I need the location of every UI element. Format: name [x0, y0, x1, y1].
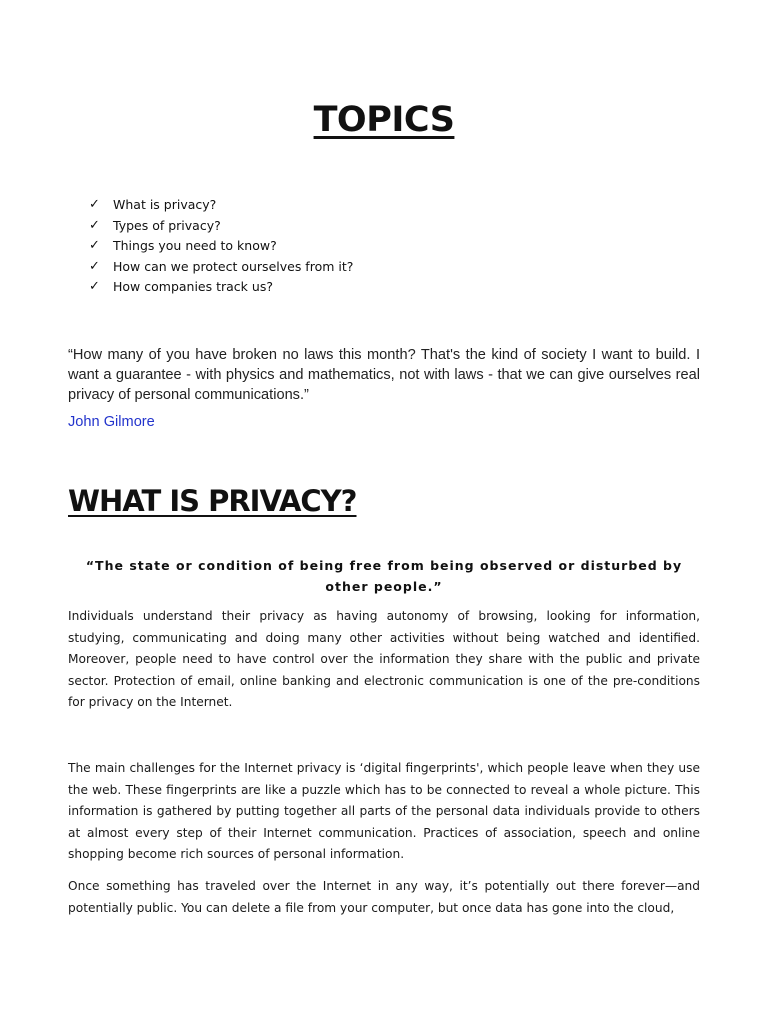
topic-label: What is privacy?	[113, 197, 217, 212]
body-paragraph: The main challenges for the Internet privacy is ‘digital fingerprints', which people leave when they use the web. These fingerprints are like a puzzle which has to be connected to reveal a whole picture. This information is gathered by putting together all parts of the personal data individuals provide to others at almost every step of their Internet communication. Practices of association, speech and online shopping become rich sources of personal information.	[68, 761, 700, 862]
topic-label: How companies track us?	[113, 279, 273, 294]
topics-list	[89, 195, 353, 298]
quote-author: John Gilmore	[68, 414, 155, 430]
body-paragraph: Once something has traveled over the Internet in any way, it’s potentially out there forever—and potentially public. You can delete a file from your computer, but once data has gone into the cloud,	[68, 879, 700, 915]
checkmark-icon: ✓	[89, 217, 100, 233]
checkmark-icon: ✓	[89, 279, 100, 294]
checkmark-icon: ✓	[89, 238, 100, 253]
privacy-definition: “The state or condition of being free from being observed or disturbed by other people.”	[85, 558, 683, 594]
list-item	[89, 216, 353, 237]
topic-label: Things you need to know?	[113, 238, 277, 253]
list-item	[89, 236, 353, 257]
checkmark-icon: ✓	[89, 258, 100, 274]
quote-text: “How many of you have broken no laws this month? That's the kind of society I want to build. I want a guarantee - with physics and mathematics, not with laws - that we can give ourselves real privacy of personal communications.”	[68, 347, 700, 403]
checkmark-icon: ✓	[89, 197, 100, 212]
section-heading: WHAT IS PRIVACY?	[68, 484, 357, 518]
topic-label: Types of privacy?	[113, 217, 221, 233]
body-paragraph: Individuals understand their privacy as having autonomy of browsing, looking for information, studying, communicating and doing many other activities without being watched and identified. Moreover, people need to have control over the information they share with the public and private sector. Protection of email, online banking and electronic communication is one of the pre-conditions for privacy on the Internet.	[68, 609, 700, 710]
topic-label: How can we protect ourselves from it?	[113, 258, 354, 274]
list-item	[89, 257, 353, 278]
list-item	[89, 277, 353, 298]
topics-heading: TOPICS	[313, 100, 455, 140]
list-item	[89, 195, 353, 216]
